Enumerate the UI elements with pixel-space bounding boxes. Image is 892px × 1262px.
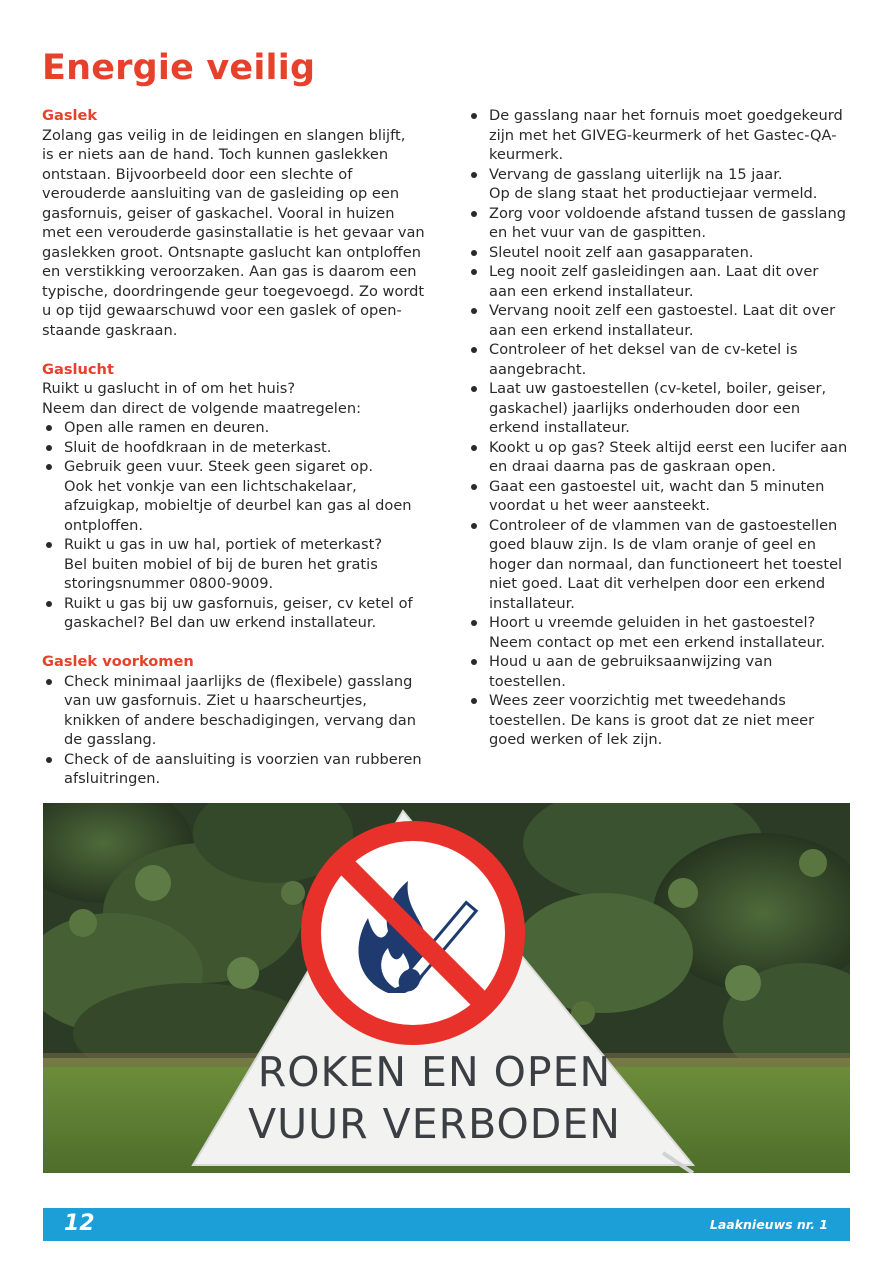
warning-sign-photo [43, 803, 850, 1173]
page-title: Energie veilig [42, 48, 316, 88]
list-item: Laat uw gastoestellen (cv-ketel, boiler, geiser, gaskachel) jaarlijks onderhouden door een erkend installateur. [467, 379, 857, 438]
list-item: Check of de aansluiting is voorzien van rubberen afsluitringen. [42, 750, 434, 789]
list-item: Vervang de gasslang uiterlijk na 15 jaar. Op de slang staat het productiejaar vermeld. [467, 165, 857, 204]
list-item: Ruikt u gas bij uw gasfornuis, geiser, cv ketel of gaskachel? Bel dan uw erkend installateur. [42, 594, 434, 633]
list-item: Hoort u vreemde geluiden in het gastoestel? Neem contact op met een erkend installateur. [467, 613, 857, 652]
right-column [467, 106, 857, 750]
list-item: Gaat een gastoestel uit, wacht dan 5 minuten voordat u het weer aansteekt. [467, 477, 857, 516]
voorkomen-list-continued [467, 106, 857, 750]
list-item: Check minimaal jaarlijks de (flexibele) gasslang van uw gasfornuis. Ziet u haarscheurtjes, knikken of andere beschadigingen, vervang dan de gasslang. [42, 672, 434, 750]
section-heading-gaslek-voorkomen: Gaslek voorkomen [42, 653, 194, 670]
gaslucht-intro: Ruikt u gaslucht in of om het huis? Neem dan direct de volgende maatregelen: [42, 380, 361, 417]
list-item: Kookt u op gas? Steek altijd eerst een lucifer aan en draai daarna pas de gaskraan open. [467, 438, 857, 477]
list-item: De gasslang naar het fornuis moet goedgekeurd zijn met het GIVEG-keurmerk of het Gastec-QA- keurmerk. [467, 106, 857, 165]
list-item: Vervang nooit zelf een gastoestel. Laat dit over aan een erkend installateur. [467, 301, 857, 340]
list-item: Leg nooit zelf gasleidingen aan. Laat dit over aan een erkend installateur. [467, 262, 857, 301]
voorkomen-list [42, 672, 434, 789]
footer-bar [43, 1208, 850, 1241]
list-item: Controleer of het deksel van de cv-ketel is aangebracht. [467, 340, 857, 379]
list-item: Ruikt u gas in uw hal, portiek of meterkast? Bel buiten mobiel of bij de buren het gratis storingsnummer 0800-9009. [42, 535, 434, 594]
no-fire-prohibition-icon [311, 831, 515, 1035]
left-column [42, 106, 434, 789]
list-item: Gebruik geen vuur. Steek geen sigaret op. Ook het vonkje van een lichtschakelaar, afzuigkap, mobieltje of deurbel kan gas al doen ontploffen. [42, 457, 434, 535]
list-item: Sleutel nooit zelf aan gasapparaten. [467, 243, 857, 263]
publication-name: Laaknieuws nr. 1 [709, 1217, 828, 1232]
list-item: Zorg voor voldoende afstand tussen de gasslang en het vuur van de gaspitten. [467, 204, 857, 243]
section-heading-gaslucht: Gaslucht [42, 360, 114, 378]
gaslek-paragraph: Zolang gas veilig in de leidingen en slangen blijft, is er niets aan de hand. Toch kunnen gaslekken ontstaan. Bijvoorbeeld door een slechte of verouderde aansluiting van de gasleiding op een gasfornuis, geiser of gaskachel. Vooral in huizen met een verouderde gasinstallatie is het gevaar van gaslekken groot. Ontsnapte gaslucht kan ontploffen en verstikking veroorzaken. Aan gas is daarom een typische, doordringende geur toegevoegd. Zo wordt u op tijd gewaarschuwd voor een gaslek of open- staande gaskraan. [42, 126, 425, 339]
list-item: Open alle ramen en deuren. [42, 418, 434, 438]
sign-line-1: ROKEN EN OPEN [257, 1048, 612, 1096]
gaslucht-list [42, 418, 434, 633]
page-number: 12 [64, 1211, 95, 1236]
list-item: Sluit de hoofdkraan in de meterkast. [42, 438, 434, 458]
section-heading-gaslek: Gaslek [42, 107, 98, 124]
list-item: Wees zeer voorzichtig met tweedehands toestellen. De kans is groot dat ze niet meer goed werken of lek zijn. [467, 691, 857, 750]
list-item: Houd u aan de gebruiksaanwijzing van toestellen. [467, 652, 857, 691]
sign-line-2: VUUR VERBODEN [248, 1100, 621, 1148]
list-item: Controleer of de vlammen van de gastoestellen goed blauw zijn. Is de vlam oranje of geel en hoger dan normaal, dan functioneert het toestel niet goed. Laat dit verhelpen door een erkend installateur. [467, 516, 857, 614]
